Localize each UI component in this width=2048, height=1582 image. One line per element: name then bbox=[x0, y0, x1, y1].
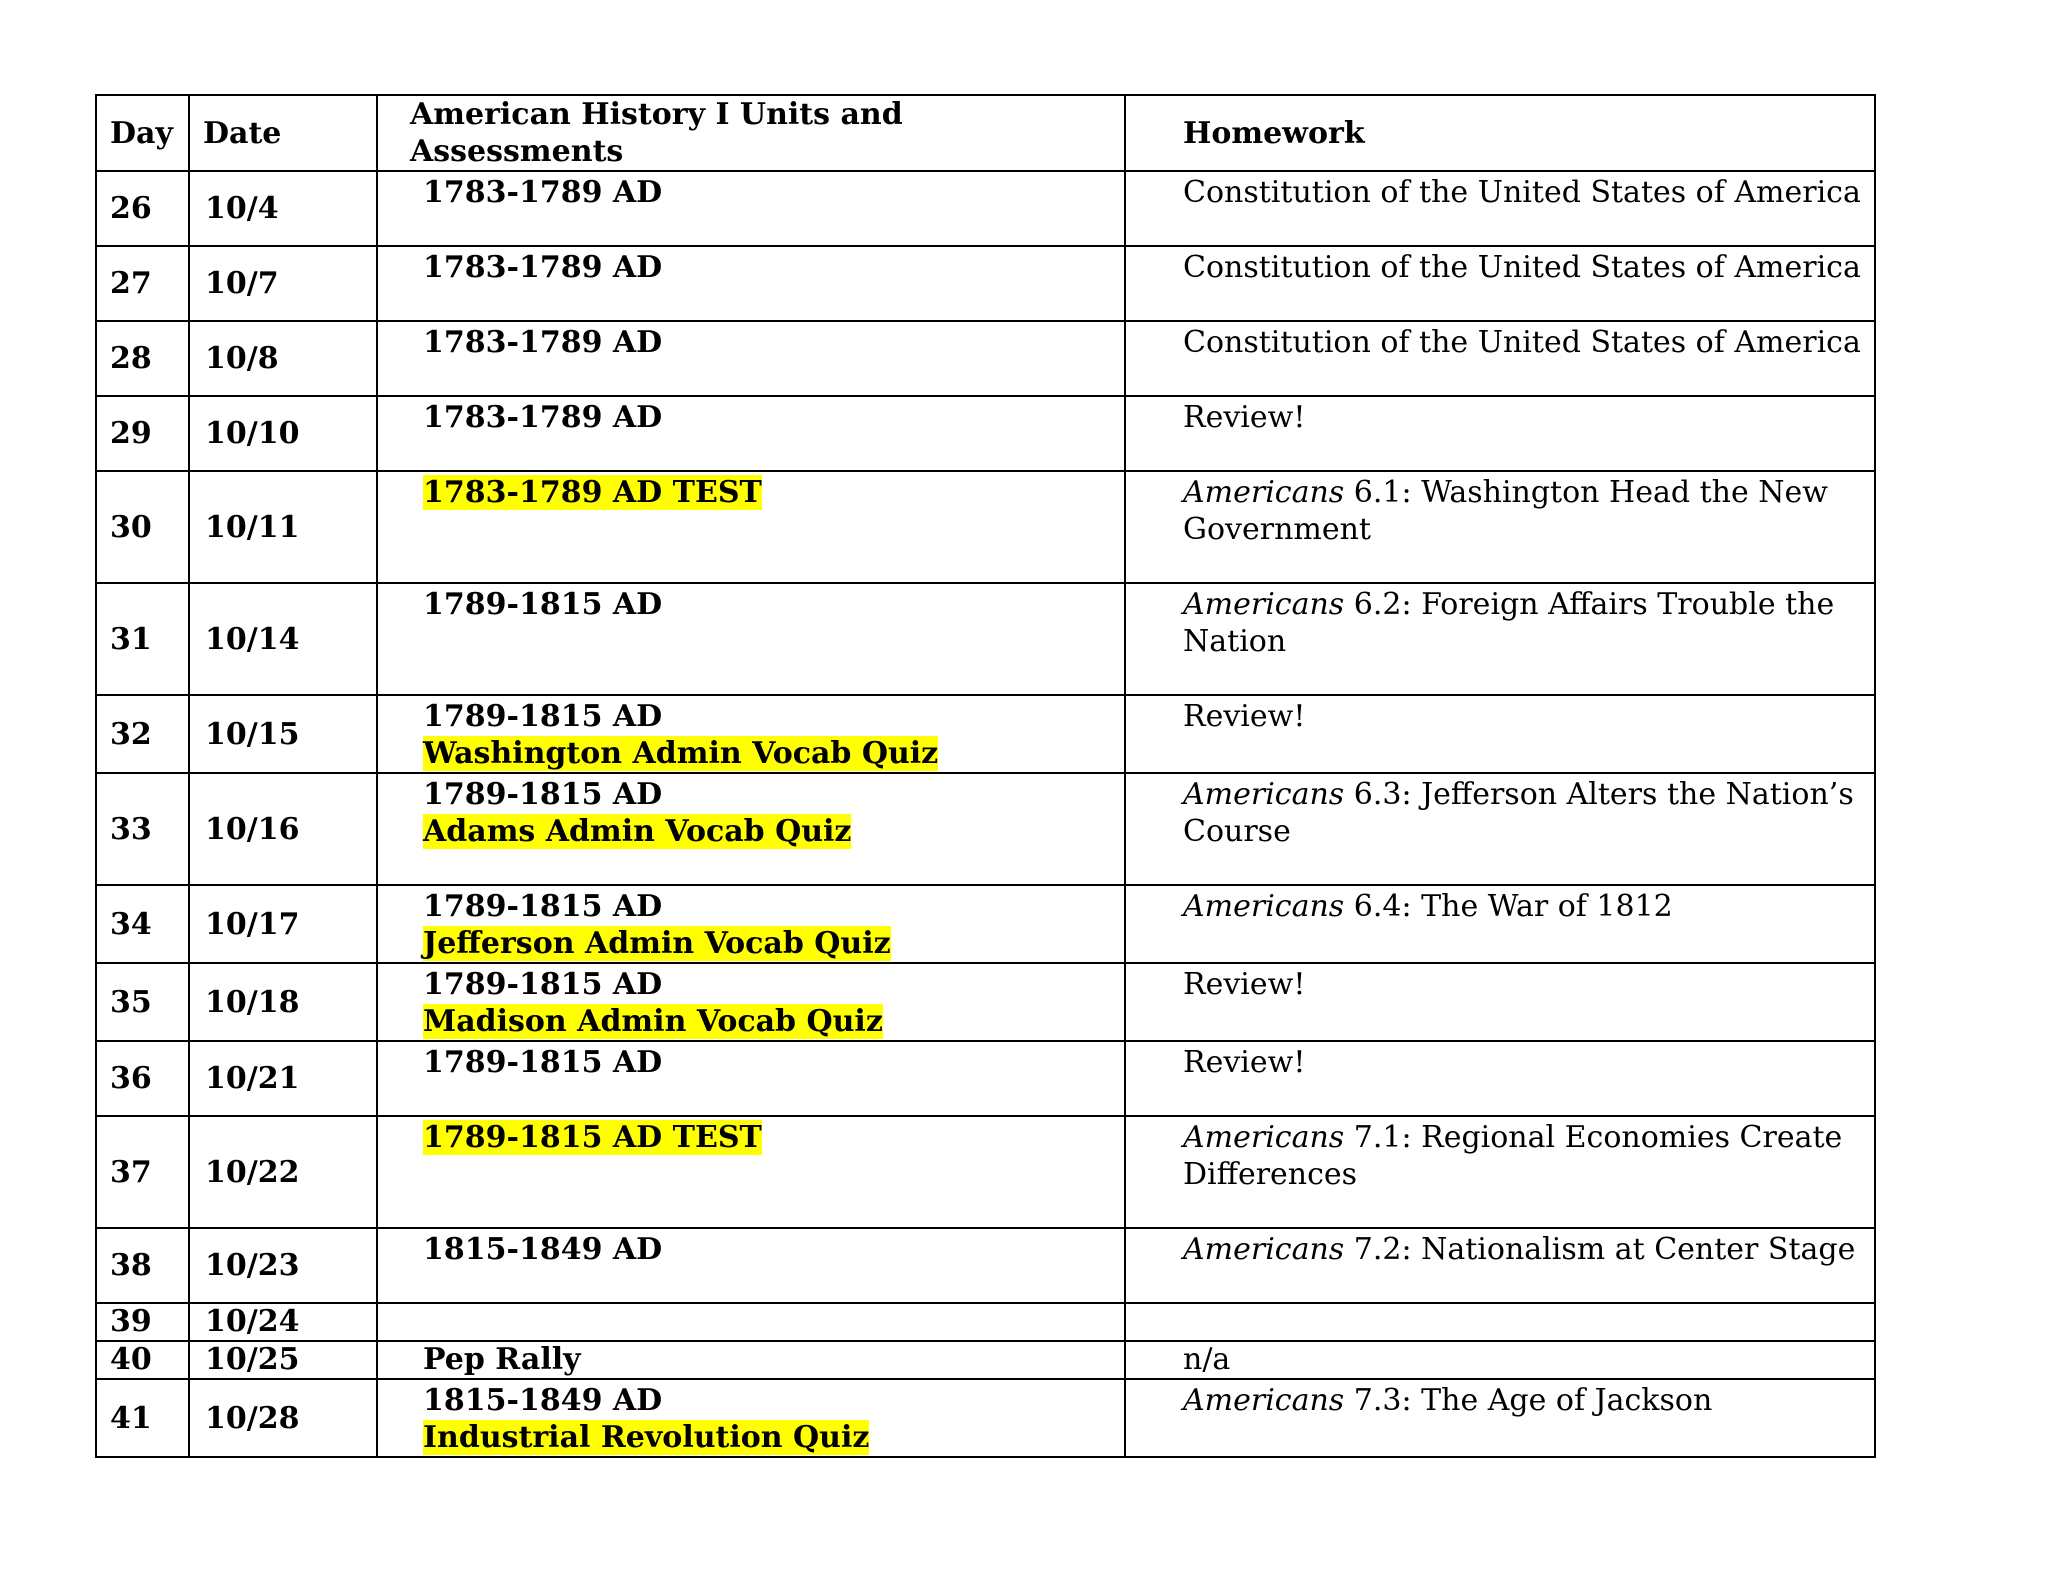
homework-text: Constitution of the United States of America bbox=[1183, 325, 1861, 360]
date-cell: 10/15 bbox=[189, 695, 377, 773]
table-row bbox=[96, 321, 1875, 396]
unit-cell bbox=[377, 1041, 1125, 1116]
textbook-title: Americans bbox=[1183, 889, 1345, 924]
homework-text: Review! bbox=[1183, 400, 1306, 435]
day-cell: 34 bbox=[96, 885, 189, 963]
unit-cell bbox=[377, 321, 1125, 396]
table-row bbox=[96, 963, 1875, 1041]
homework-cell bbox=[1125, 321, 1875, 396]
homework-cell bbox=[1125, 396, 1875, 471]
table-row bbox=[96, 695, 1875, 773]
homework-cell bbox=[1125, 246, 1875, 321]
table-row bbox=[96, 1116, 1875, 1228]
test-highlight: 1789-1815 AD TEST bbox=[423, 1120, 762, 1155]
date-cell: 10/25 bbox=[189, 1341, 377, 1379]
table-row bbox=[96, 885, 1875, 963]
date-cell: 10/14 bbox=[189, 583, 377, 695]
unit-text: 1783-1789 AD bbox=[423, 400, 663, 435]
homework-text: 7.2: Nationalism at Center Stage bbox=[1344, 1232, 1856, 1267]
homework-text: 6.3: Jefferson Alters the Nation’s Course bbox=[1183, 777, 1854, 849]
date-cell: 10/23 bbox=[189, 1228, 377, 1303]
day-cell: 35 bbox=[96, 963, 189, 1041]
date-cell: 10/22 bbox=[189, 1116, 377, 1228]
textbook-title: Americans bbox=[1183, 587, 1345, 622]
header-row bbox=[96, 95, 1875, 171]
homework-cell bbox=[1125, 471, 1875, 583]
unit-text: 1789-1815 AD bbox=[423, 967, 663, 1002]
date-cell: 10/17 bbox=[189, 885, 377, 963]
day-cell: 29 bbox=[96, 396, 189, 471]
unit-cell bbox=[377, 1116, 1125, 1228]
homework-text: 6.2: Foreign Affairs Trouble the Nation bbox=[1183, 587, 1835, 659]
day-cell: 28 bbox=[96, 321, 189, 396]
homework-text: Review! bbox=[1183, 1045, 1306, 1080]
table-row bbox=[96, 471, 1875, 583]
schedule-sheet bbox=[95, 94, 1876, 1458]
table-row bbox=[96, 1303, 1875, 1341]
unit-cell bbox=[377, 885, 1125, 963]
textbook-title: Americans bbox=[1183, 1120, 1345, 1155]
unit-cell bbox=[377, 583, 1125, 695]
table-row bbox=[96, 246, 1875, 321]
quiz-highlight: Industrial Revolution Quiz bbox=[423, 1420, 870, 1455]
date-cell: 10/18 bbox=[189, 963, 377, 1041]
unit-text: 1789-1815 AD bbox=[423, 1045, 663, 1080]
unit-cell bbox=[377, 246, 1125, 321]
unit-cell bbox=[377, 695, 1125, 773]
textbook-title: Americans bbox=[1183, 1232, 1345, 1267]
unit-text: 1789-1815 AD bbox=[423, 777, 663, 812]
date-cell: 10/8 bbox=[189, 321, 377, 396]
unit-text: 1783-1789 AD bbox=[423, 175, 663, 210]
date-cell: 10/11 bbox=[189, 471, 377, 583]
unit-cell bbox=[377, 1379, 1125, 1457]
day-cell: 30 bbox=[96, 471, 189, 583]
homework-text: 6.4: The War of 1812 bbox=[1344, 889, 1673, 924]
homework-cell bbox=[1125, 583, 1875, 695]
homework-cell bbox=[1125, 773, 1875, 885]
unit-text: 1789-1815 AD bbox=[423, 699, 663, 734]
date-cell: 10/24 bbox=[189, 1303, 377, 1341]
day-cell: 38 bbox=[96, 1228, 189, 1303]
day-cell: 37 bbox=[96, 1116, 189, 1228]
day-cell: 31 bbox=[96, 583, 189, 695]
date-cell: 10/4 bbox=[189, 171, 377, 246]
table-row bbox=[96, 1379, 1875, 1457]
textbook-title: Americans bbox=[1183, 475, 1345, 510]
table-row bbox=[96, 396, 1875, 471]
unit-text: 1789-1815 AD bbox=[423, 587, 663, 622]
header-day: Day bbox=[96, 95, 189, 171]
homework-text: 7.3: The Age of Jackson bbox=[1344, 1383, 1713, 1418]
quiz-highlight: Madison Admin Vocab Quiz bbox=[423, 1004, 883, 1039]
homework-text: Review! bbox=[1183, 967, 1306, 1002]
unit-cell bbox=[377, 1303, 1125, 1341]
table-row bbox=[96, 1041, 1875, 1116]
day-cell: 27 bbox=[96, 246, 189, 321]
date-cell: 10/10 bbox=[189, 396, 377, 471]
header-homework: Homework bbox=[1125, 95, 1875, 171]
test-highlight: 1783-1789 AD TEST bbox=[423, 475, 762, 510]
unit-text: 1783-1789 AD bbox=[423, 325, 663, 360]
table-row bbox=[96, 171, 1875, 246]
unit-text: 1815-1849 AD bbox=[423, 1232, 663, 1267]
unit-cell bbox=[377, 396, 1125, 471]
homework-cell bbox=[1125, 963, 1875, 1041]
homework-cell bbox=[1125, 171, 1875, 246]
quiz-highlight: Adams Admin Vocab Quiz bbox=[423, 814, 852, 849]
homework-cell: n/a bbox=[1125, 1341, 1875, 1379]
date-cell: 10/7 bbox=[189, 246, 377, 321]
quiz-highlight: Washington Admin Vocab Quiz bbox=[423, 736, 939, 771]
day-cell: 36 bbox=[96, 1041, 189, 1116]
homework-cell bbox=[1125, 1303, 1875, 1341]
homework-text: Constitution of the United States of America bbox=[1183, 175, 1861, 210]
header-date: Date bbox=[189, 95, 377, 171]
homework-cell bbox=[1125, 695, 1875, 773]
header-unit: American History I Units and Assessments bbox=[377, 95, 1125, 171]
quiz-highlight: Jefferson Admin Vocab Quiz bbox=[423, 926, 891, 961]
homework-text: Constitution of the United States of America bbox=[1183, 250, 1861, 285]
unit-cell bbox=[377, 171, 1125, 246]
date-cell: 10/28 bbox=[189, 1379, 377, 1457]
homework-text: 6.1: Washington Head the New Government bbox=[1183, 475, 1828, 547]
date-cell: 10/21 bbox=[189, 1041, 377, 1116]
day-cell: 32 bbox=[96, 695, 189, 773]
textbook-title: Americans bbox=[1183, 777, 1345, 812]
unit-text: 1815-1849 AD bbox=[423, 1383, 663, 1418]
unit-text: 1789-1815 AD bbox=[423, 889, 663, 924]
unit-cell bbox=[377, 471, 1125, 583]
schedule-table bbox=[95, 94, 1876, 1458]
day-cell: 33 bbox=[96, 773, 189, 885]
homework-text: Review! bbox=[1183, 699, 1306, 734]
date-cell: 10/16 bbox=[189, 773, 377, 885]
homework-cell bbox=[1125, 885, 1875, 963]
day-cell: 40 bbox=[96, 1341, 189, 1379]
homework-cell bbox=[1125, 1228, 1875, 1303]
table-row bbox=[96, 773, 1875, 885]
day-cell: 26 bbox=[96, 171, 189, 246]
table-row bbox=[96, 583, 1875, 695]
unit-cell bbox=[377, 1228, 1125, 1303]
table-row bbox=[96, 1341, 1875, 1379]
unit-text: 1783-1789 AD bbox=[423, 250, 663, 285]
day-cell: 39 bbox=[96, 1303, 189, 1341]
unit-cell: Pep Rally bbox=[377, 1341, 1125, 1379]
table-row bbox=[96, 1228, 1875, 1303]
homework-cell bbox=[1125, 1379, 1875, 1457]
day-cell: 41 bbox=[96, 1379, 189, 1457]
homework-cell bbox=[1125, 1041, 1875, 1116]
unit-cell bbox=[377, 773, 1125, 885]
unit-cell bbox=[377, 963, 1125, 1041]
homework-text: 7.1: Regional Economies Create Differences bbox=[1183, 1120, 1843, 1192]
homework-cell bbox=[1125, 1116, 1875, 1228]
textbook-title: Americans bbox=[1183, 1383, 1345, 1418]
